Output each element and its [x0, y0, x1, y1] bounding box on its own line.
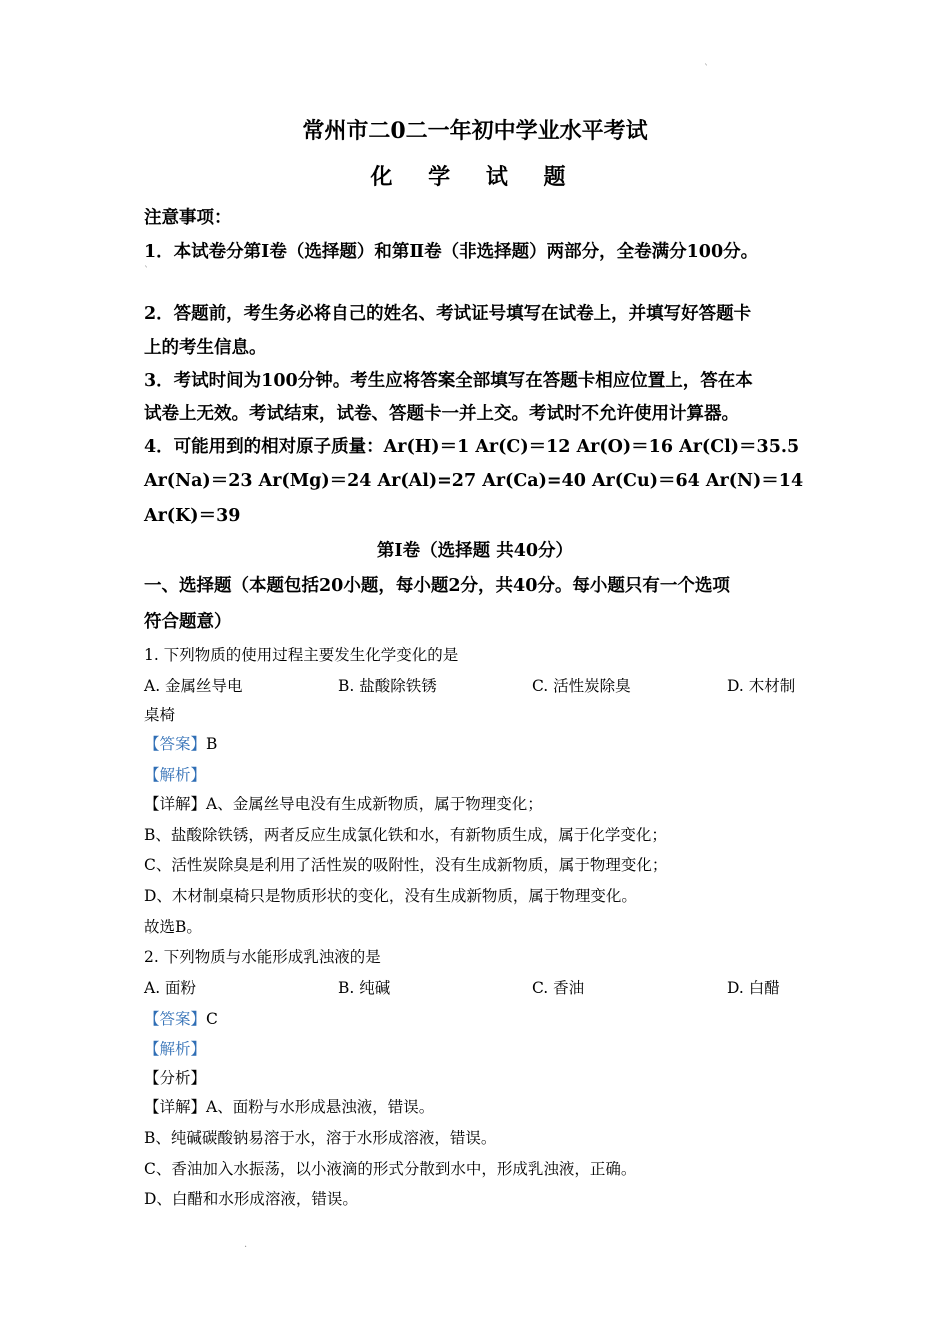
question-1-detail-3: C、活性炭除臭是利用了活性炭的吸附性，没有生成新物质，属于物理变化；: [144, 856, 668, 874]
question-2-option-c: C. 香油: [532, 979, 585, 997]
question-2-detail-4: D、白醋和水形成溶液，错误。: [144, 1190, 358, 1208]
question-2-option-b: B. 纯碱: [338, 979, 391, 997]
notice-item-1: 1．本试卷分第Ⅰ卷（选择题）和第Ⅱ卷（非选择题）两部分，全卷满分100分。: [144, 242, 759, 262]
question-1-option-d-continued: 桌椅: [144, 706, 176, 724]
question-2-stem: 2. 下列物质与水能形成乳浊液的是: [144, 948, 381, 966]
question-1-detail-1: 【详解】A、金属丝导电没有生成新物质，属于物理变化；: [144, 795, 543, 813]
question-1-conclusion: 故选B。: [144, 918, 202, 936]
question-1-answer: [144, 735, 217, 754]
notice-heading: 注意事项：: [144, 208, 232, 228]
question-1-analysis-tag: 【解析】: [144, 766, 207, 784]
footer-mark: ·: [244, 1242, 248, 1253]
answer-tag: 【答案】: [144, 735, 207, 753]
question-1-option-b: B. 盐酸除铁锈: [338, 677, 437, 695]
notice-item-4-line-3: Ar(K)＝39: [144, 506, 241, 526]
notice-item-3-line-1: 3．考试时间为100分钟。考生应将答案全部填写在答题卡相应位置上，答在本: [144, 371, 753, 391]
part-heading: 第Ⅰ卷（选择题 共40分）: [376, 541, 574, 561]
question-2-answer: [144, 1010, 218, 1029]
question-1-detail-2: B、盐酸除铁锈，两者反应生成氯化铁和水，有新物质生成，属于化学变化；: [144, 826, 667, 844]
notice-item-4-line-1: 4．可能用到的相对原子质量：Ar(H)＝1 Ar(C)＝12 Ar(O)＝16 Ar(Cl)＝35.5: [144, 437, 800, 457]
question-1-option-a: A. 金属丝导电: [144, 677, 243, 695]
question-2-detail-1: 【详解】A、面粉与水形成悬浊液，错误。: [144, 1098, 435, 1116]
question-1-option-c: C. 活性炭除臭: [532, 677, 631, 695]
question-1-stem: 1. 下列物质的使用过程主要发生化学变化的是: [144, 646, 459, 664]
question-2-detail-2: B、纯碱碳酸钠易溶于水，溶于水形成溶液，错误。: [144, 1129, 497, 1147]
scan-mark: `: [704, 64, 709, 75]
answer-value: C: [206, 1010, 218, 1028]
question-1-option-d: D. 木材制: [727, 677, 796, 695]
question-2-detail-3: C、香油加入水振荡，以小液滴的形式分散到水中，形成乳浊液，正确。: [144, 1160, 637, 1178]
notice-item-2-line-1: 2．答题前，考生务必将自己的姓名、考试证号填写在试卷上，并填写好答题卡: [144, 304, 752, 324]
question-2-option-d: D. 白醋: [727, 979, 780, 997]
notice-item-2-line-2: 上的考生信息。: [144, 338, 267, 358]
notice-item-3-line-2: 试卷上无效。考试结束，试卷、答题卡一并上交。考试时不允许使用计算器。: [144, 404, 739, 424]
answer-value: B: [206, 735, 218, 753]
answer-tag: 【答案】: [144, 1010, 207, 1028]
section-heading-line-2: 符合题意）: [144, 612, 232, 632]
paragraph-mark: `: [144, 266, 149, 277]
page-subtitle: 化 学 试 题: [370, 164, 580, 190]
notice-item-4-line-2: Ar(Na)＝23 Ar(Mg)＝24 Ar(Al)=27 Ar(Ca)=40 Ar(Cu)＝64 Ar(N)＝14: [144, 471, 804, 491]
question-2-option-a: A. 面粉: [144, 979, 197, 997]
question-2-analysis-tag: 【解析】: [144, 1040, 207, 1058]
page-title: 常州市二0二一年初中学业水平考试: [302, 118, 648, 144]
question-1-detail-4: D、木材制桌椅只是物质形状的变化，没有生成新物质，属于物理变化。: [144, 887, 637, 905]
section-heading-line-1: 一、选择题（本题包括20小题，每小题2分，共40分。每小题只有一个选项: [144, 576, 730, 596]
question-2-fenxi-tag: 【分析】: [144, 1069, 207, 1087]
